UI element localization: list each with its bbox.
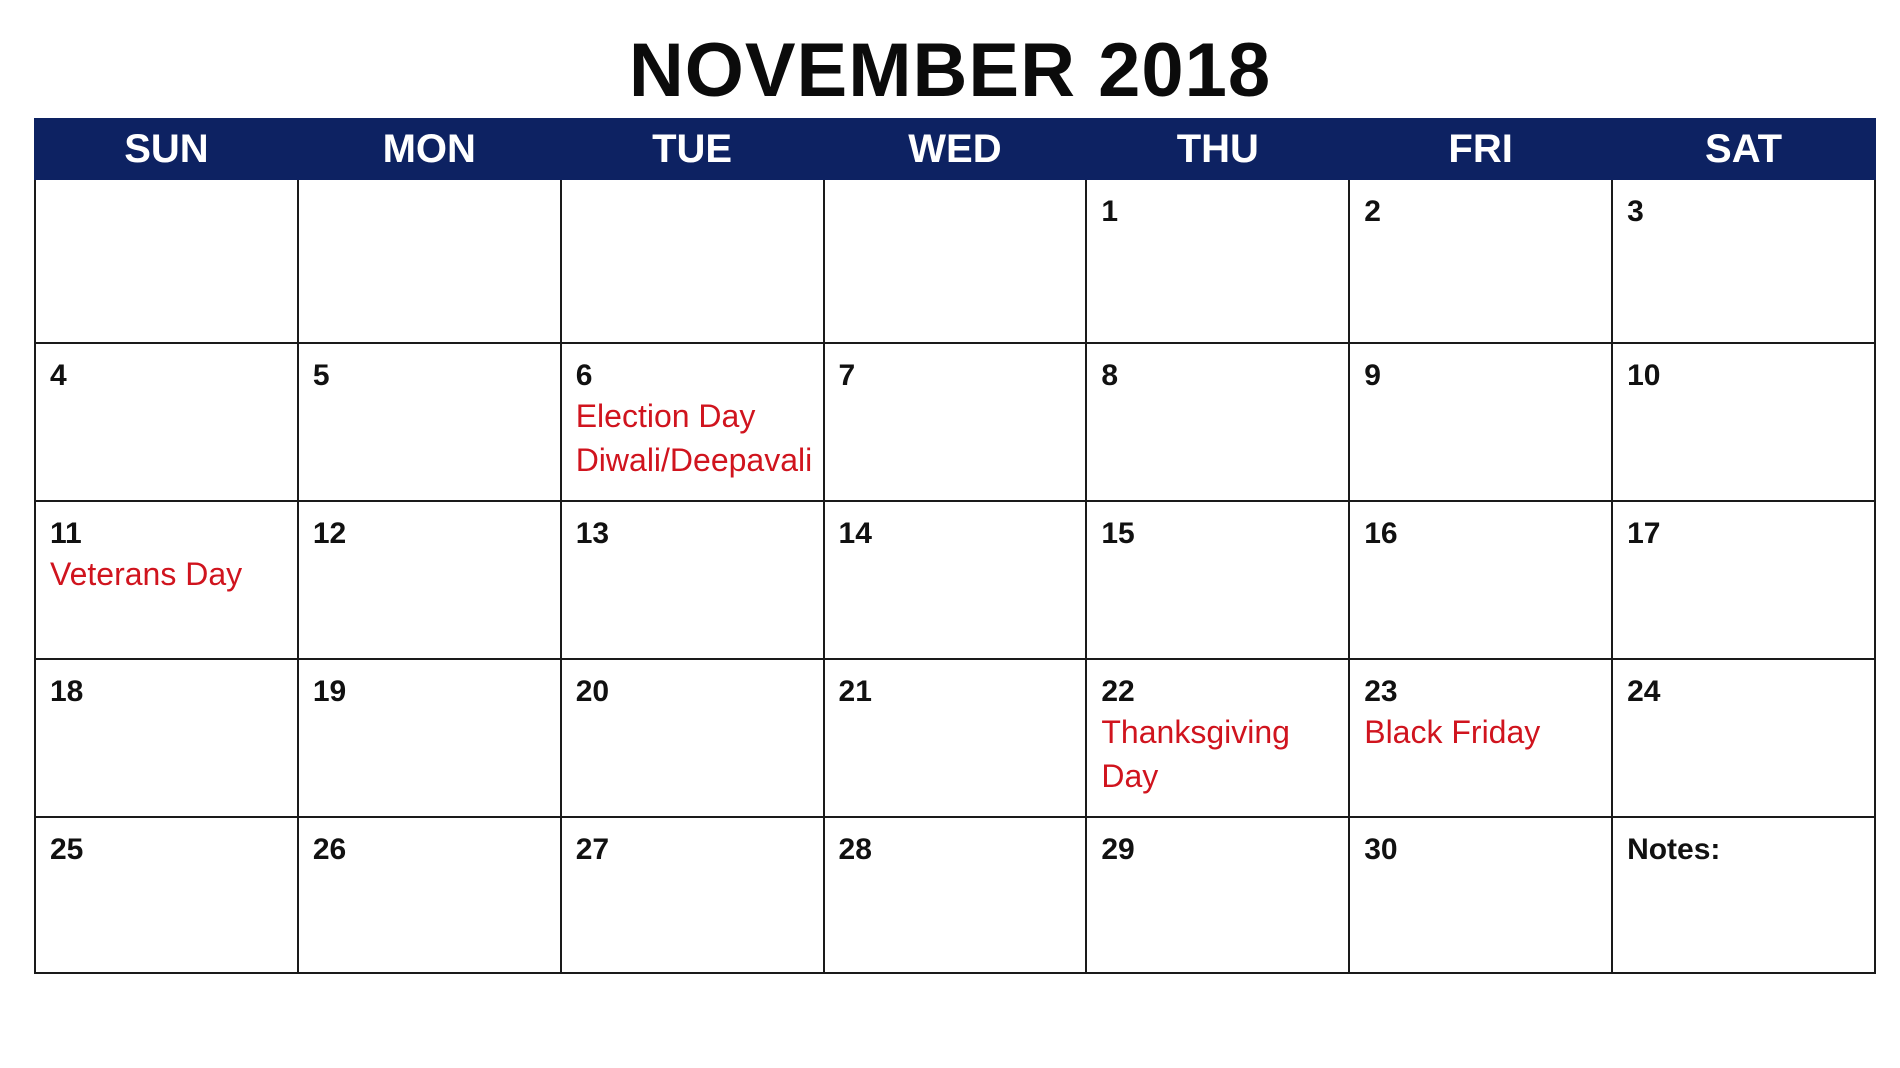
day-number: 11	[50, 517, 82, 550]
day-number: 19	[312, 675, 347, 708]
day-number: 7	[838, 359, 856, 392]
day-cell	[561, 179, 824, 343]
day-cell	[298, 179, 561, 343]
holiday-label: Black Friday	[1364, 714, 1541, 750]
day-cell	[298, 501, 561, 659]
week-row	[35, 817, 1875, 973]
week-row	[35, 501, 1875, 659]
day-cell	[824, 659, 1087, 817]
day-number: 13	[575, 517, 610, 550]
day-cell	[298, 659, 561, 817]
day-number: 14	[838, 517, 872, 550]
day-cell	[1086, 659, 1349, 817]
day-cell	[1349, 343, 1612, 501]
day-cell	[35, 659, 298, 817]
day-cell	[35, 179, 298, 343]
day-cell	[35, 343, 298, 501]
day-cell	[1612, 659, 1875, 817]
day-number: 25	[50, 833, 84, 866]
holiday-label: Election Day	[575, 398, 756, 434]
weekday-header-mon: MON	[298, 119, 561, 179]
day-cell	[1612, 343, 1875, 501]
day-number: 20	[575, 675, 610, 708]
day-number: 16	[1364, 517, 1398, 550]
weekday-header-sat: SAT	[1612, 119, 1875, 179]
day-cell	[1086, 343, 1349, 501]
day-number: 10	[1627, 359, 1661, 392]
day-cell	[1612, 179, 1875, 343]
day-cell	[1086, 501, 1349, 659]
day-cell	[561, 817, 824, 973]
day-number: 8	[1101, 359, 1119, 392]
day-cell	[824, 343, 1087, 501]
day-cell	[35, 501, 298, 659]
day-number: 9	[1364, 359, 1381, 392]
day-cell	[298, 817, 561, 973]
day-number: 4	[50, 359, 67, 392]
day-cell	[1349, 659, 1612, 817]
day-number: 29	[1101, 833, 1135, 866]
day-cell	[1086, 817, 1349, 973]
day-number: 27	[575, 833, 610, 866]
day-number: 17	[1627, 517, 1661, 550]
weekday-header-row	[35, 119, 1875, 179]
day-number: 23	[1364, 675, 1398, 708]
weekday-header-wed: WED	[824, 119, 1087, 179]
day-cell	[561, 659, 824, 817]
week-row	[35, 343, 1875, 501]
weekday-header-thu: THU	[1086, 119, 1349, 179]
day-cell	[561, 343, 824, 501]
holiday-label: Veterans Day	[50, 556, 243, 592]
day-number: 18	[50, 675, 84, 708]
calendar-title: NOVEMBER 2018	[628, 28, 1272, 113]
day-number: 5	[312, 359, 330, 392]
day-cell	[824, 179, 1087, 343]
day-number: 22	[1101, 675, 1135, 708]
day-number: 26	[312, 833, 347, 866]
holiday-label: Diwali/Deepavali	[575, 442, 813, 478]
notes-cell	[1612, 817, 1875, 973]
day-number: 2	[1364, 195, 1381, 228]
day-number: 21	[838, 675, 872, 708]
day-cell	[561, 501, 824, 659]
holiday-label: Thanksgiving Day	[1101, 714, 1290, 794]
day-number: 24	[1627, 675, 1661, 708]
day-cell	[298, 343, 561, 501]
day-number: 15	[1101, 517, 1135, 550]
day-cell	[824, 501, 1087, 659]
day-number: 6	[575, 359, 593, 392]
notes-label: Notes:	[1627, 833, 1721, 866]
week-row	[35, 659, 1875, 817]
day-cell	[824, 817, 1087, 973]
day-cell	[35, 817, 298, 973]
weekday-header-tue: TUE	[561, 119, 824, 179]
day-cell	[1086, 179, 1349, 343]
week-row	[35, 179, 1875, 343]
day-cell	[1349, 179, 1612, 343]
day-number: 28	[838, 833, 872, 866]
day-cell	[1349, 501, 1612, 659]
day-number: 30	[1364, 833, 1398, 866]
day-number: 3	[1627, 195, 1644, 228]
day-cell	[1349, 817, 1612, 973]
weekday-header-fri: FRI	[1349, 119, 1612, 179]
weekday-header-sun: SUN	[35, 119, 298, 179]
day-cell	[1612, 501, 1875, 659]
day-number: 1	[1101, 195, 1119, 228]
calendar-grid	[34, 118, 1876, 974]
day-number: 12	[312, 517, 347, 550]
